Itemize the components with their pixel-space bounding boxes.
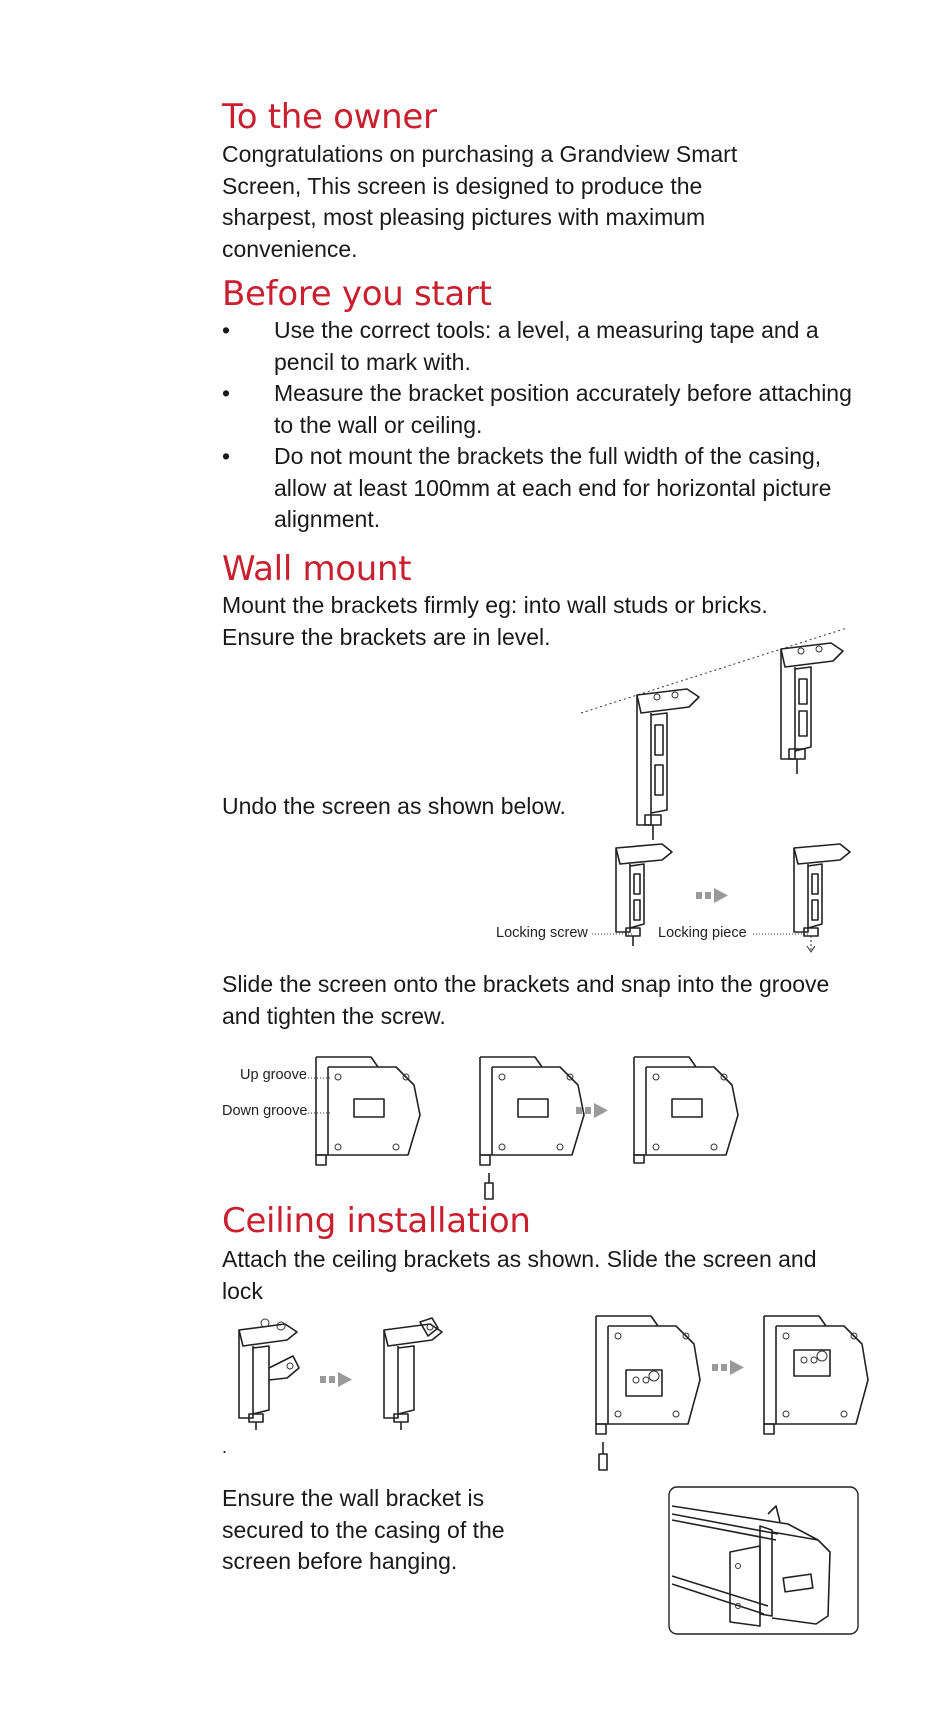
casing-closeup-illustration <box>668 1486 860 1636</box>
slide-text: Slide the screen onto the brackets and snap into the groove and tighten the screw. <box>222 971 830 1029</box>
casing-groove-icon <box>316 1057 420 1165</box>
down-groove-label: Down groove <box>222 1103 308 1119</box>
arrow-right-icon <box>696 888 728 903</box>
ceiling-brackets-illustration <box>230 1318 460 1443</box>
stray-dot: . <box>222 1437 228 1457</box>
wall-heading: Wall mount <box>222 549 412 589</box>
before-item: • Do not mount the brackets the full width of the casing, allow at least 100mm at each end for horizontal picture alignment. <box>222 441 862 536</box>
ceiling-bracket-closed-icon <box>384 1318 442 1430</box>
before-list <box>222 315 862 536</box>
before-item: • Use the correct tools: a level, a measuring tape and a pencil to mark with. <box>222 315 862 378</box>
wall-brackets-illustration <box>575 625 855 800</box>
wall-paragraph: Mount the brackets firmly eg: into wall studs or bricks. Ensure the brackets are in level. <box>222 592 768 650</box>
arrow-right-icon <box>576 1103 608 1118</box>
casing-locked-icon <box>634 1057 738 1163</box>
slide-illustration <box>300 1055 730 1205</box>
ceiling-paragraph: Attach the ceiling brackets as shown. Slide the screen and lock <box>222 1246 817 1304</box>
casing-screwdriver-icon <box>480 1057 584 1199</box>
undo-text: Undo the screen as shown below. <box>222 793 566 819</box>
arrow-right-icon <box>712 1360 744 1375</box>
ceiling-heading: Ceiling installation <box>222 1201 531 1241</box>
casing-open-icon <box>596 1316 700 1470</box>
owner-paragraph: Congratulations on purchasing a Grandview Smart Screen, This screen is designed to produce the sharpest, most pleasing pictures with maximum convenience. <box>222 141 738 262</box>
bracket-left-icon <box>637 689 699 840</box>
ceiling-casing-illustration <box>590 1312 870 1477</box>
bracket-piece-icon <box>794 844 850 952</box>
ensure-text: Ensure the wall bracket is secured to the casing of the screen before hanging. <box>222 1485 505 1574</box>
ceiling-bracket-open-icon <box>239 1319 299 1430</box>
up-groove-label: Up groove <box>240 1067 307 1083</box>
before-heading: Before you start <box>222 274 492 314</box>
locking-screw-label: Locking screw <box>496 925 588 941</box>
bracket-right-icon <box>781 643 843 774</box>
before-item: • Measure the bracket position accurately before attaching to the wall or ceiling. <box>222 378 862 441</box>
casing-closed-icon <box>764 1316 868 1434</box>
arrow-right-icon <box>320 1372 352 1387</box>
locking-piece-label: Locking piece <box>658 925 747 941</box>
owner-heading: To the owner <box>222 97 437 137</box>
